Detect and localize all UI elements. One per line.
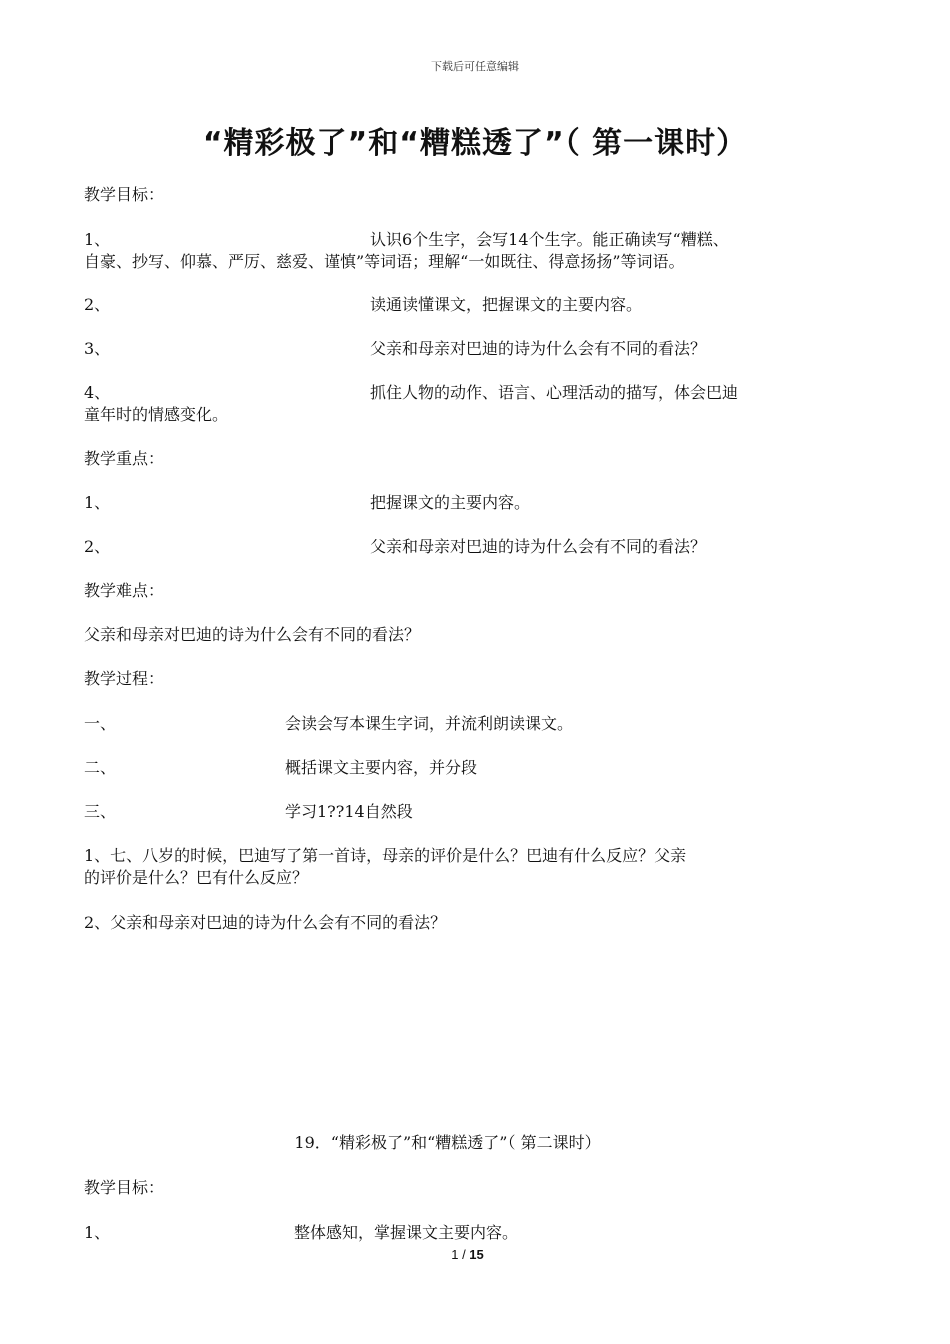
goal3-number: 3、 — [84, 339, 111, 358]
goals2-item1-text: 整体感知，掌握课文主要内容。 — [294, 1223, 519, 1242]
key-points-label: 教学重点： — [84, 449, 165, 468]
difficulty-text: 父亲和母亲对巴迪的诗为什么会有不同的看法？ — [84, 625, 421, 644]
page-number — [0, 1247, 935, 1262]
key2-text: 父亲和母亲对巴迪的诗为什么会有不同的看法？ — [370, 537, 707, 556]
question2: 2、父亲和母亲对巴迪的诗为什么会有不同的看法？ — [84, 913, 447, 932]
goal4-continuation: 童年时的情感变化。 — [84, 405, 229, 424]
second-lesson-title: 19．“精彩极了”和“糟糕透了”（ 第二课时） — [294, 1133, 601, 1152]
key1-number: 1、 — [84, 493, 111, 512]
goal1-text: 认识6个生字，会写14个生字。能正确读写“糟糕、 — [370, 230, 729, 249]
process3-text: 学习1??14自然段 — [285, 802, 413, 821]
goal3-text: 父亲和母亲对巴迪的诗为什么会有不同的看法？ — [370, 339, 707, 358]
goal4-number: 4、 — [84, 383, 111, 402]
goals2-item1-number: 1、 — [84, 1223, 111, 1242]
process3-number: 三、 — [84, 802, 117, 821]
process1-number: 一、 — [84, 714, 117, 733]
key1-text: 把握课文的主要内容。 — [370, 493, 531, 512]
process1-text: 会读会写本课生字词，并流利朗读课文。 — [285, 714, 574, 733]
page-header: 下载后可任意编辑 — [431, 60, 519, 73]
page-separator: / — [458, 1247, 470, 1262]
difficulty-label: 教学难点： — [84, 581, 165, 600]
process2-text: 概括课文主要内容，并分段 — [285, 758, 478, 777]
question1-line2: 的评价是什么？巴有什么反应？ — [84, 868, 309, 887]
question1-line1: 1、七、八岁的时候，巴迪写了第一首诗，母亲的评价是什么？巴迪有什么反应？父亲 — [84, 846, 687, 865]
current-page: 1 — [451, 1247, 459, 1262]
page-title: “精彩极了”和“糟糕透了”（ 第一课时） — [202, 126, 748, 161]
goals-label: 教学目标： — [84, 185, 165, 204]
goal1-continuation: 自豪、抄写、仰慕、严厉、慈爱、谨慎”等词语；理解“一如既往、得意扬扬”等词语。 — [84, 252, 685, 271]
goal4-text: 抓住人物的动作、语言、心理活动的描写，体会巴迪 — [370, 383, 739, 402]
total-pages: 15 — [469, 1247, 484, 1262]
goal2-number: 2、 — [84, 295, 111, 314]
goal2-text: 读通读懂课文，把握课文的主要内容。 — [370, 295, 643, 314]
process-label: 教学过程： — [84, 669, 165, 688]
goal1-number: 1、 — [84, 230, 111, 249]
key2-number: 2、 — [84, 537, 111, 556]
process2-number: 二、 — [84, 758, 117, 777]
goals2-label: 教学目标： — [84, 1178, 165, 1197]
